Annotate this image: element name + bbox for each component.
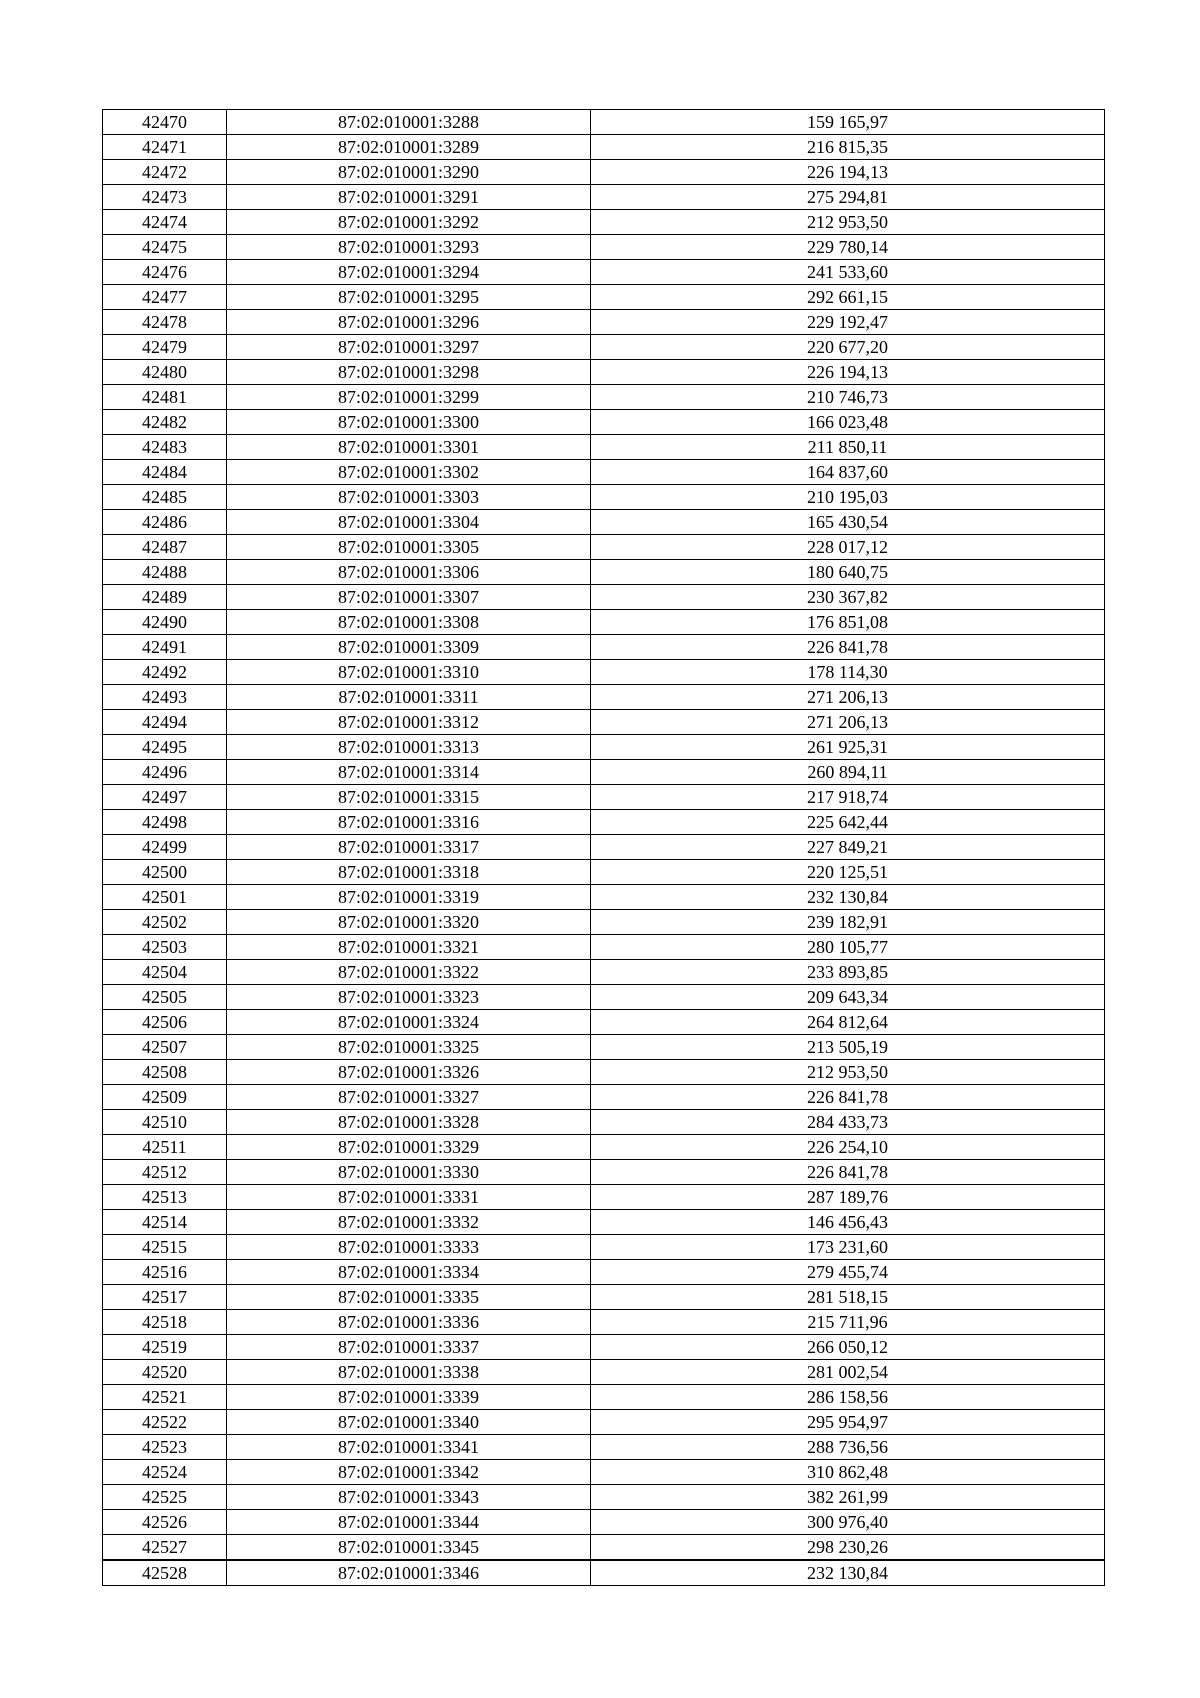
row-number-cell: 42526 [103, 1510, 227, 1535]
cadastral-number-cell: 87:02:010001:3305 [227, 535, 591, 560]
row-number-cell: 42494 [103, 710, 227, 735]
table-row [103, 1360, 1105, 1385]
cadastral-value-cell: 220 125,51 [591, 860, 1105, 885]
row-number-cell: 42491 [103, 635, 227, 660]
cadastral-number-cell: 87:02:010001:3290 [227, 160, 591, 185]
table-row [103, 360, 1105, 385]
cadastral-number-cell: 87:02:010001:3333 [227, 1235, 591, 1260]
cadastral-value-cell: 295 954,97 [591, 1410, 1105, 1435]
row-number-cell: 42505 [103, 985, 227, 1010]
row-number-cell: 42487 [103, 535, 227, 560]
cadastral-value-cell: 233 893,85 [591, 960, 1105, 985]
cadastral-value-cell: 210 195,03 [591, 485, 1105, 510]
cadastral-value-cell: 287 189,76 [591, 1185, 1105, 1210]
cadastral-number-cell: 87:02:010001:3304 [227, 510, 591, 535]
cadastral-number-cell: 87:02:010001:3327 [227, 1085, 591, 1110]
row-number-cell: 42492 [103, 660, 227, 685]
table-row [103, 1135, 1105, 1160]
row-number-cell: 42519 [103, 1335, 227, 1360]
cadastral-value-cell: 225 642,44 [591, 810, 1105, 835]
cadastral-value-cell: 226 194,13 [591, 160, 1105, 185]
cadastral-value-cell: 180 640,75 [591, 560, 1105, 585]
cadastral-value-cell: 226 841,78 [591, 1160, 1105, 1185]
cadastral-number-cell: 87:02:010001:3329 [227, 1135, 591, 1160]
cadastral-number-cell: 87:02:010001:3325 [227, 1035, 591, 1060]
cadastral-number-cell: 87:02:010001:3292 [227, 210, 591, 235]
cadastral-number-cell: 87:02:010001:3343 [227, 1485, 591, 1510]
row-number-cell: 42473 [103, 185, 227, 210]
row-number-cell: 42485 [103, 485, 227, 510]
cadastral-number-cell: 87:02:010001:3301 [227, 435, 591, 460]
cadastral-value-cell: 226 194,13 [591, 360, 1105, 385]
cadastral-value-cell: 281 518,15 [591, 1285, 1105, 1310]
table-row [103, 1010, 1105, 1035]
row-number-cell: 42516 [103, 1260, 227, 1285]
cadastral-value-cell: 310 862,48 [591, 1460, 1105, 1485]
cadastral-value-cell: 146 456,43 [591, 1210, 1105, 1235]
table-row [103, 960, 1105, 985]
row-number-cell: 42511 [103, 1135, 227, 1160]
cadastral-value-cell: 212 953,50 [591, 210, 1105, 235]
cadastral-number-cell: 87:02:010001:3326 [227, 1060, 591, 1085]
table-row [103, 310, 1105, 335]
table-row [103, 935, 1105, 960]
table-row [103, 610, 1105, 635]
row-number-cell: 42498 [103, 810, 227, 835]
cadastral-value-cell: 226 254,10 [591, 1135, 1105, 1160]
cadastral-value-cell: 220 677,20 [591, 335, 1105, 360]
row-number-cell: 42472 [103, 160, 227, 185]
cadastral-value-cell: 164 837,60 [591, 460, 1105, 485]
cadastral-value-cell: 382 261,99 [591, 1485, 1105, 1510]
table-row [103, 810, 1105, 835]
row-number-cell: 42481 [103, 385, 227, 410]
cadastral-number-cell: 87:02:010001:3335 [227, 1285, 591, 1310]
row-number-cell: 42515 [103, 1235, 227, 1260]
cadastral-number-cell: 87:02:010001:3310 [227, 660, 591, 685]
cadastral-value-cell: 165 430,54 [591, 510, 1105, 535]
row-number-cell: 42470 [103, 110, 227, 135]
table-row [103, 510, 1105, 535]
table-row [103, 1085, 1105, 1110]
table-row [103, 1485, 1105, 1510]
cadastral-value-cell: 211 850,11 [591, 435, 1105, 460]
table-body [103, 110, 1105, 1586]
row-number-cell: 42488 [103, 560, 227, 585]
cadastral-value-cell: 176 851,08 [591, 610, 1105, 635]
row-number-cell: 42514 [103, 1210, 227, 1235]
cadastral-number-cell: 87:02:010001:3308 [227, 610, 591, 635]
cadastral-value-cell: 271 206,13 [591, 710, 1105, 735]
cadastral-number-cell: 87:02:010001:3306 [227, 560, 591, 585]
table-row [103, 735, 1105, 760]
row-number-cell: 42508 [103, 1060, 227, 1085]
cadastral-value-cell: 215 711,96 [591, 1310, 1105, 1335]
table-row [103, 560, 1105, 585]
cadastral-number-cell: 87:02:010001:3293 [227, 235, 591, 260]
table-row [103, 1210, 1105, 1235]
row-number-cell: 42520 [103, 1360, 227, 1385]
table-row [103, 1335, 1105, 1360]
row-number-cell: 42507 [103, 1035, 227, 1060]
cadastral-number-cell: 87:02:010001:3312 [227, 710, 591, 735]
cadastral-value-cell: 260 894,11 [591, 760, 1105, 785]
cadastral-number-cell: 87:02:010001:3288 [227, 110, 591, 135]
cadastral-number-cell: 87:02:010001:3324 [227, 1010, 591, 1035]
table-row [103, 210, 1105, 235]
cadastral-number-cell: 87:02:010001:3298 [227, 360, 591, 385]
cadastral-value-cell: 241 533,60 [591, 260, 1105, 285]
cadastral-number-cell: 87:02:010001:3330 [227, 1160, 591, 1185]
cadastral-value-cell: 228 017,12 [591, 535, 1105, 560]
table-row [103, 760, 1105, 785]
table-row [103, 710, 1105, 735]
row-number-cell: 42479 [103, 335, 227, 360]
cadastral-value-cell: 178 114,30 [591, 660, 1105, 685]
table-row [103, 1535, 1105, 1561]
table-row [103, 1385, 1105, 1410]
cadastral-number-cell: 87:02:010001:3315 [227, 785, 591, 810]
cadastral-value-cell: 298 230,26 [591, 1535, 1105, 1561]
table-row [103, 985, 1105, 1010]
cadastral-number-cell: 87:02:010001:3337 [227, 1335, 591, 1360]
row-number-cell: 42483 [103, 435, 227, 460]
cadastral-number-cell: 87:02:010001:3289 [227, 135, 591, 160]
row-number-cell: 42475 [103, 235, 227, 260]
cadastral-number-cell: 87:02:010001:3318 [227, 860, 591, 885]
cadastral-value-cell: 288 736,56 [591, 1435, 1105, 1460]
row-number-cell: 42518 [103, 1310, 227, 1335]
cadastral-number-cell: 87:02:010001:3319 [227, 885, 591, 910]
cadastral-number-cell: 87:02:010001:3302 [227, 460, 591, 485]
cadastral-number-cell: 87:02:010001:3297 [227, 335, 591, 360]
cadastral-number-cell: 87:02:010001:3334 [227, 1260, 591, 1285]
cadastral-value-cell: 264 812,64 [591, 1010, 1105, 1035]
cadastral-number-cell: 87:02:010001:3309 [227, 635, 591, 660]
table-row [103, 1460, 1105, 1485]
row-number-cell: 42512 [103, 1160, 227, 1185]
row-number-cell: 42495 [103, 735, 227, 760]
row-number-cell: 42528 [103, 1560, 227, 1586]
cadastral-number-cell: 87:02:010001:3332 [227, 1210, 591, 1235]
cadastral-number-cell: 87:02:010001:3295 [227, 285, 591, 310]
cadastral-value-cell: 232 130,84 [591, 885, 1105, 910]
table-row [103, 1560, 1105, 1586]
row-number-cell: 42524 [103, 1460, 227, 1485]
row-number-cell: 42496 [103, 760, 227, 785]
table-row [103, 1035, 1105, 1060]
cadastral-value-cell: 280 105,77 [591, 935, 1105, 960]
row-number-cell: 42525 [103, 1485, 227, 1510]
table-row [103, 1310, 1105, 1335]
table-row [103, 1235, 1105, 1260]
cadastral-value-cell: 300 976,40 [591, 1510, 1105, 1535]
row-number-cell: 42484 [103, 460, 227, 485]
cadastral-value-cell: 159 165,97 [591, 110, 1105, 135]
row-number-cell: 42501 [103, 885, 227, 910]
cadastral-number-cell: 87:02:010001:3291 [227, 185, 591, 210]
cadastral-value-cell: 216 815,35 [591, 135, 1105, 160]
table-row [103, 485, 1105, 510]
table-row [103, 185, 1105, 210]
cadastral-value-cell: 281 002,54 [591, 1360, 1105, 1385]
cadastral-value-cell: 217 918,74 [591, 785, 1105, 810]
row-number-cell: 42522 [103, 1410, 227, 1435]
table-row [103, 685, 1105, 710]
row-number-cell: 42474 [103, 210, 227, 235]
table-row [103, 1060, 1105, 1085]
cadastral-value-cell: 226 841,78 [591, 635, 1105, 660]
row-number-cell: 42486 [103, 510, 227, 535]
table-row [103, 860, 1105, 885]
cadastral-number-cell: 87:02:010001:3303 [227, 485, 591, 510]
cadastral-value-cell: 275 294,81 [591, 185, 1105, 210]
row-number-cell: 42510 [103, 1110, 227, 1135]
cadastral-value-cell: 286 158,56 [591, 1385, 1105, 1410]
cadastral-number-cell: 87:02:010001:3320 [227, 910, 591, 935]
row-number-cell: 42500 [103, 860, 227, 885]
cadastral-number-cell: 87:02:010001:3328 [227, 1110, 591, 1135]
table-row [103, 160, 1105, 185]
table-row [103, 885, 1105, 910]
cadastral-number-cell: 87:02:010001:3340 [227, 1410, 591, 1435]
cadastral-number-cell: 87:02:010001:3314 [227, 760, 591, 785]
cadastral-number-cell: 87:02:010001:3321 [227, 935, 591, 960]
cadastral-value-cell: 229 780,14 [591, 235, 1105, 260]
table-row [103, 110, 1105, 135]
table-row [103, 1510, 1105, 1535]
cadastral-value-cell: 173 231,60 [591, 1235, 1105, 1260]
cadastral-number-cell: 87:02:010001:3346 [227, 1560, 591, 1586]
cadastral-number-cell: 87:02:010001:3344 [227, 1510, 591, 1535]
cadastral-number-cell: 87:02:010001:3294 [227, 260, 591, 285]
table-row [103, 1435, 1105, 1460]
row-number-cell: 42476 [103, 260, 227, 285]
table-row [103, 1185, 1105, 1210]
cadastral-number-cell: 87:02:010001:3307 [227, 585, 591, 610]
cadastral-number-cell: 87:02:010001:3331 [227, 1185, 591, 1210]
table-row [103, 260, 1105, 285]
table-row [103, 235, 1105, 260]
cadastral-number-cell: 87:02:010001:3317 [227, 835, 591, 860]
cadastral-value-cell: 284 433,73 [591, 1110, 1105, 1135]
table-row [103, 385, 1105, 410]
table-row [103, 585, 1105, 610]
cadastral-value-cell: 209 643,34 [591, 985, 1105, 1010]
row-number-cell: 42513 [103, 1185, 227, 1210]
table-row [103, 1160, 1105, 1185]
cadastral-number-cell: 87:02:010001:3338 [227, 1360, 591, 1385]
row-number-cell: 42506 [103, 1010, 227, 1035]
table-row [103, 660, 1105, 685]
cadastral-value-cell: 271 206,13 [591, 685, 1105, 710]
table-row [103, 285, 1105, 310]
cadastral-value-cell: 261 925,31 [591, 735, 1105, 760]
cadastral-number-cell: 87:02:010001:3313 [227, 735, 591, 760]
table-row [103, 635, 1105, 660]
cadastral-value-cell: 227 849,21 [591, 835, 1105, 860]
row-number-cell: 42509 [103, 1085, 227, 1110]
table-row [103, 410, 1105, 435]
row-number-cell: 42504 [103, 960, 227, 985]
cadastral-value-table [102, 109, 1105, 1586]
table-row [103, 335, 1105, 360]
row-number-cell: 42471 [103, 135, 227, 160]
row-number-cell: 42521 [103, 1385, 227, 1410]
table-row [103, 135, 1105, 160]
cadastral-value-cell: 230 367,82 [591, 585, 1105, 610]
table-row [103, 1260, 1105, 1285]
row-number-cell: 42480 [103, 360, 227, 385]
cadastral-number-cell: 87:02:010001:3345 [227, 1535, 591, 1561]
row-number-cell: 42482 [103, 410, 227, 435]
cadastral-value-cell: 292 661,15 [591, 285, 1105, 310]
cadastral-value-cell: 279 455,74 [591, 1260, 1105, 1285]
row-number-cell: 42493 [103, 685, 227, 710]
row-number-cell: 42489 [103, 585, 227, 610]
table-row [103, 1285, 1105, 1310]
cadastral-number-cell: 87:02:010001:3339 [227, 1385, 591, 1410]
row-number-cell: 42490 [103, 610, 227, 635]
cadastral-number-cell: 87:02:010001:3300 [227, 410, 591, 435]
row-number-cell: 42478 [103, 310, 227, 335]
cadastral-number-cell: 87:02:010001:3296 [227, 310, 591, 335]
cadastral-number-cell: 87:02:010001:3299 [227, 385, 591, 410]
table-row [103, 835, 1105, 860]
cadastral-value-cell: 210 746,73 [591, 385, 1105, 410]
table-row [103, 435, 1105, 460]
table-row [103, 460, 1105, 485]
table-row [103, 785, 1105, 810]
table-row [103, 1110, 1105, 1135]
cadastral-number-cell: 87:02:010001:3322 [227, 960, 591, 985]
cadastral-value-cell: 239 182,91 [591, 910, 1105, 935]
table-row [103, 535, 1105, 560]
cadastral-number-cell: 87:02:010001:3341 [227, 1435, 591, 1460]
cadastral-value-cell: 232 130,84 [591, 1560, 1105, 1586]
cadastral-value-cell: 213 505,19 [591, 1035, 1105, 1060]
cadastral-value-cell: 212 953,50 [591, 1060, 1105, 1085]
table-row [103, 910, 1105, 935]
row-number-cell: 42523 [103, 1435, 227, 1460]
cadastral-number-cell: 87:02:010001:3323 [227, 985, 591, 1010]
row-number-cell: 42497 [103, 785, 227, 810]
cadastral-number-cell: 87:02:010001:3336 [227, 1310, 591, 1335]
cadastral-value-cell: 166 023,48 [591, 410, 1105, 435]
row-number-cell: 42477 [103, 285, 227, 310]
row-number-cell: 42517 [103, 1285, 227, 1310]
row-number-cell: 42527 [103, 1535, 227, 1561]
cadastral-number-cell: 87:02:010001:3311 [227, 685, 591, 710]
table-row [103, 1410, 1105, 1435]
cadastral-value-cell: 226 841,78 [591, 1085, 1105, 1110]
cadastral-number-cell: 87:02:010001:3342 [227, 1460, 591, 1485]
row-number-cell: 42503 [103, 935, 227, 960]
row-number-cell: 42502 [103, 910, 227, 935]
row-number-cell: 42499 [103, 835, 227, 860]
cadastral-value-cell: 229 192,47 [591, 310, 1105, 335]
cadastral-value-cell: 266 050,12 [591, 1335, 1105, 1360]
cadastral-number-cell: 87:02:010001:3316 [227, 810, 591, 835]
